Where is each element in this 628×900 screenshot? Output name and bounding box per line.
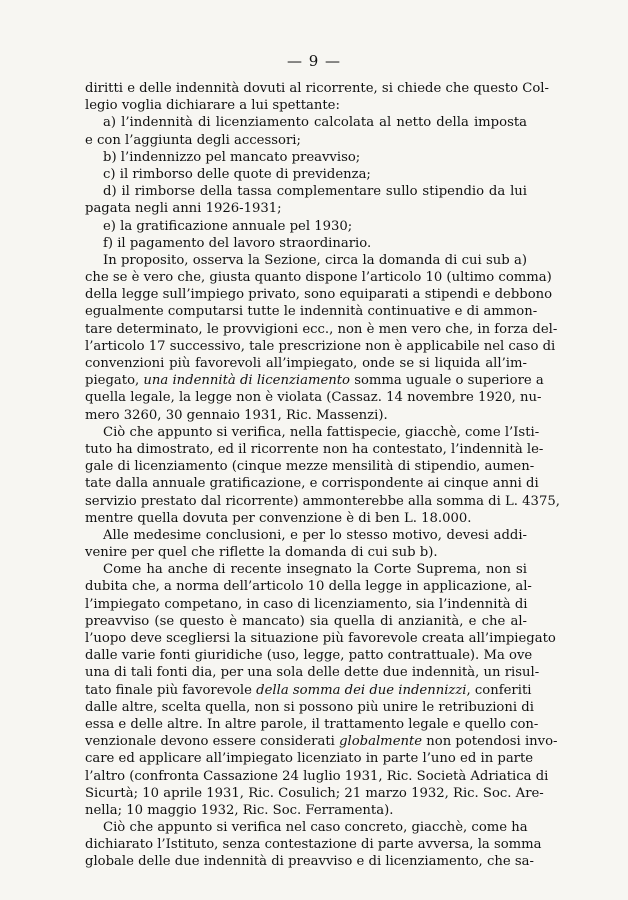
- text-line: gale di licenziamento (cinque mezze mensilità di stipendio, aumen-: [85, 459, 535, 475]
- text-line: quella legale, la legge non è violata (Cassaz. 14 novembre 1920, nu-: [85, 390, 542, 406]
- text-line: Sicurtà; 10 aprile 1931, Ric. Cosulich; 21 marzo 1932, Ric. Soc. Are-: [85, 785, 544, 801]
- text-line: pagata negli anni 1926-1931;: [85, 201, 282, 217]
- text-line: dalle altre, scelta quella, non si possono più unire le retribuzioni di: [85, 699, 534, 715]
- text-line: una di tali fonti dia, per una sola delle dette due indennità, un risul-: [85, 665, 540, 681]
- text-line: piegato, una indennità di licenziamento somma uguale o superiore a: [85, 373, 544, 389]
- text-line: dubita che, a norma dell’articolo 10 della legge in applicazione, al-: [85, 579, 532, 595]
- text-line: preavviso (se questo è mancato) sia quella di anzianità, e che al-: [85, 613, 527, 629]
- text-line: l’altro (confronta Cassazione 24 luglio 1931, Ric. Società Adriatica di: [85, 768, 549, 784]
- text-line: tare determinato, le provvigioni ecc., non è men vero che, in forza del-: [85, 321, 558, 337]
- text-line: l’articolo 17 successivo, tale prescrizione non è applicabile nel caso di: [85, 338, 556, 354]
- text-line: a) l’indennità di licenziamento calcolata al netto della imposta: [103, 115, 527, 131]
- text-line: mentre quella dovuta per convenzione è di ben L. 18.000.: [85, 510, 472, 526]
- text-line: convenzioni più favorevoli all’impiegato, onde se si liquida all’im-: [85, 356, 527, 371]
- text-line: diritti e delle indennità dovuti al ricorrente, si chiede che questo Col-: [85, 81, 549, 96]
- text-line: l’impiegato competano, in caso di licenziamento, sia l’indennità di: [85, 596, 528, 612]
- text-line: e con l’aggiunta degli accessori;: [85, 132, 301, 148]
- text-line: dichiarato l’Istituto, senza contestazione di parte avversa, la somma: [85, 837, 542, 853]
- text-line: tuto ha dimostrato, ed il ricorrente non ha contestato, l’indennità le-: [85, 441, 544, 457]
- text-line: Come ha anche di recente insegnato la Corte Suprema, non si: [103, 562, 527, 578]
- text-line: che se è vero che, giusta quanto dispone l’articolo 10 (ultimo comma): [85, 270, 552, 286]
- text-line: venire per quel che riflette la domanda di cui sub b).: [85, 545, 438, 561]
- text-line: e) la gratificazione annuale pel 1930;: [103, 218, 353, 234]
- text-line: c) il rimborso delle quote di previdenza;: [103, 166, 371, 182]
- text-line: d) il rimborse della tassa complementare sullo stipendio da lui: [103, 184, 527, 200]
- text-line: essa e delle altre. In altre parole, il trattamento legale e quello con-: [85, 716, 539, 732]
- text-line: tate dalla annuale gratificazione, e corrispondente ai cinque anni di: [85, 476, 539, 492]
- text-line: legio voglia dichiarare a lui spettante:: [85, 98, 340, 114]
- text-line: della legge sull’impiego privato, sono equiparati a stipendi e debbono: [85, 287, 553, 303]
- text-line: Alle medesime conclusioni, e per lo stesso motivo, devesi addi-: [103, 527, 527, 543]
- text-line: globale delle due indennità di preavviso e di licenziamento, che sa-: [85, 854, 534, 870]
- text-line: venzionale devono essere considerati globalmente non potendosi invo-: [85, 734, 558, 750]
- body-text: [85, 80, 560, 871]
- text-line: care ed applicare all’impiegato licenziato in parte l’uno ed in parte: [85, 751, 534, 767]
- text-line: tato finale più favorevole della somma dei due indennizzi, conferiti: [85, 682, 532, 698]
- text-line: l’uopo deve scegliersi la situazione più favorevole creata all’impiegato: [85, 631, 556, 646]
- text-line: egualmente computarsi tutte le indennità continuative e di ammon-: [85, 304, 538, 320]
- page-number: — 9 —: [286, 52, 342, 70]
- text-line: mero 3260, 30 gennaio 1931, Ric. Massenzi).: [85, 407, 388, 423]
- text-line: servizio prestato dal ricorrente) ammonterebbe alla somma di L. 4375,: [85, 493, 560, 509]
- text-line: f) il pagamento del lavoro straordinario.: [103, 235, 372, 251]
- text-line: Ciò che appunto si verifica nel caso concreto, giacchè, come ha: [103, 820, 528, 836]
- text-line: b) l’indennizzo pel mancato preavviso;: [103, 149, 361, 165]
- text-line: In proposito, osserva la Sezione, circa la domanda di cui sub a): [103, 252, 527, 268]
- text-line: Ciò che appunto si verifica, nella fattispecie, giacchè, come l’Isti-: [103, 424, 540, 440]
- text-line: dalle varie fonti giuridiche (uso, legge, patto contrattuale). Ma ove: [85, 648, 533, 664]
- text-line: nella; 10 maggio 1932, Ric. Soc. Ferramenta).: [85, 802, 394, 818]
